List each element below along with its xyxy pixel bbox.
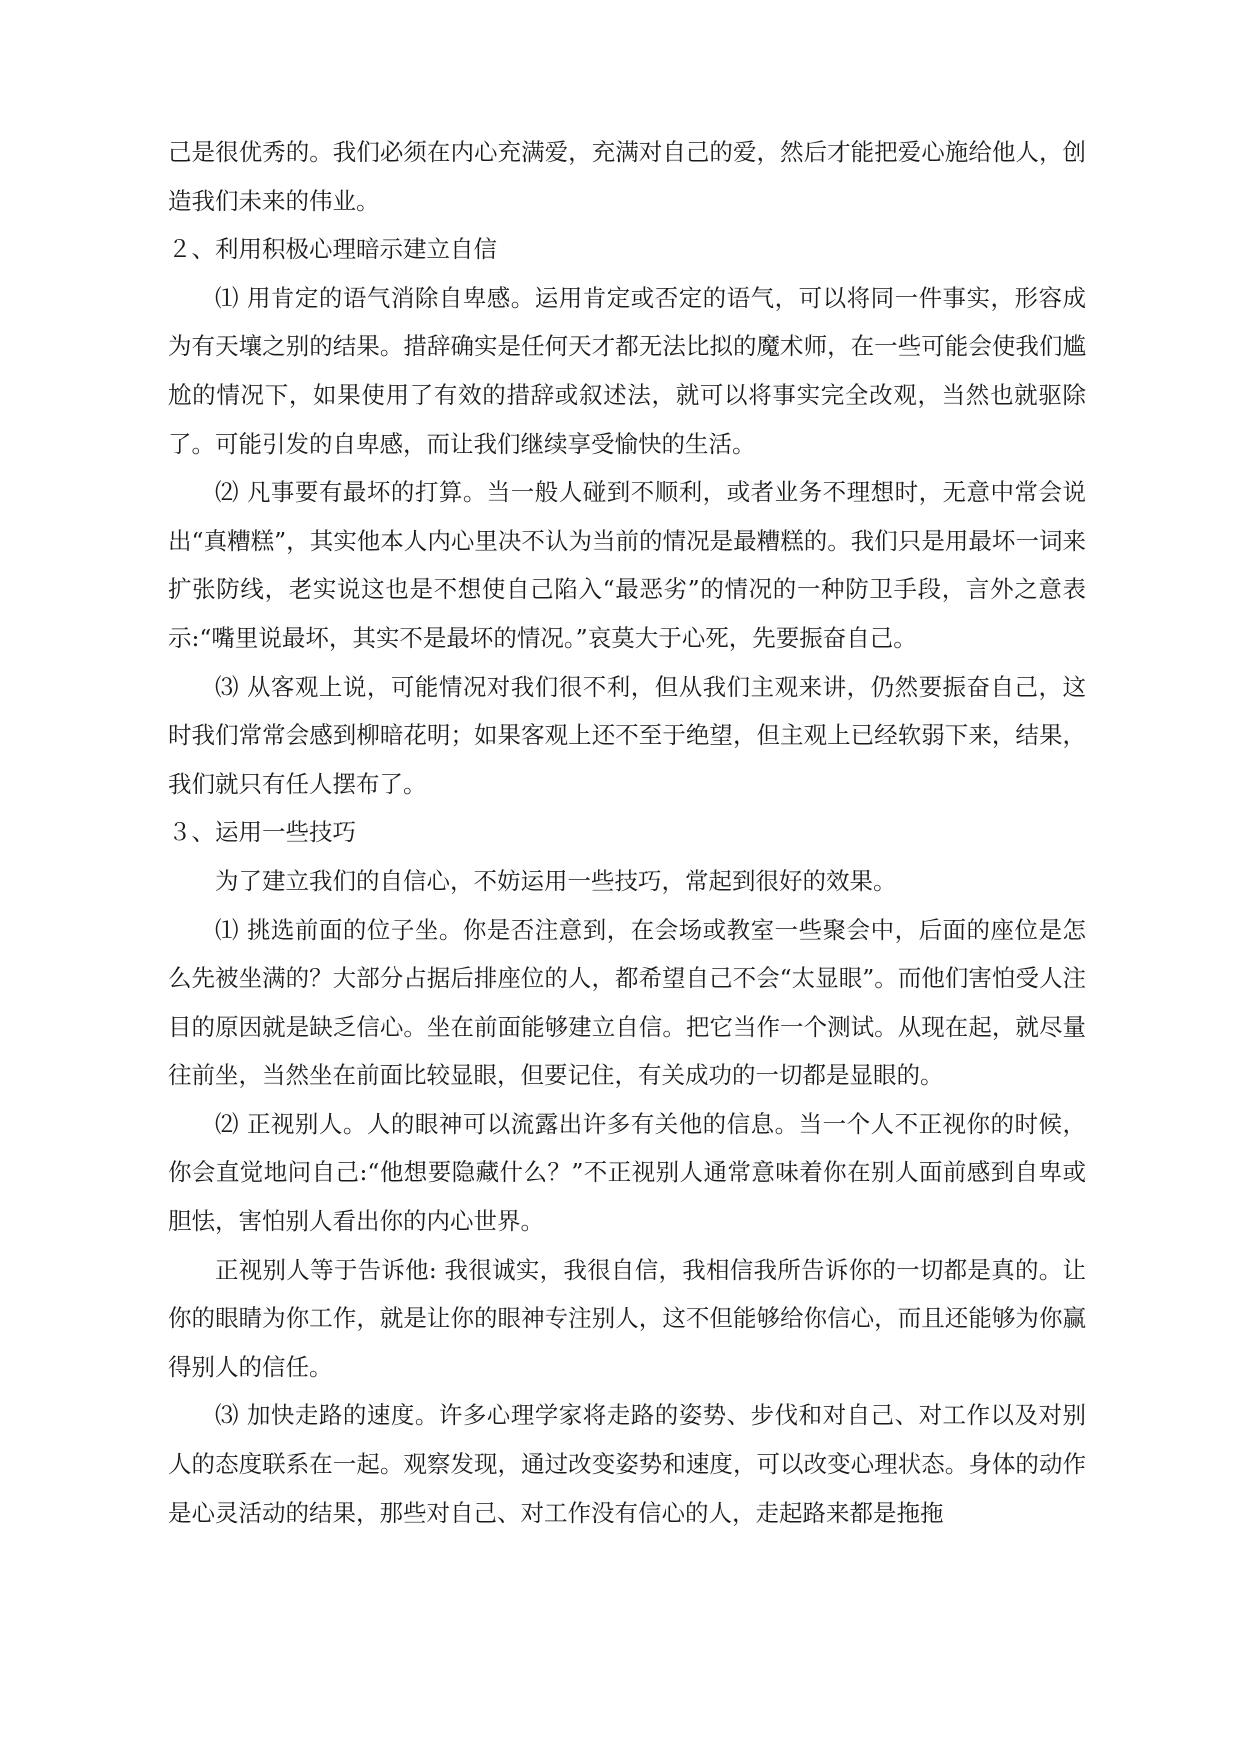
paragraph-2-2: ⑵ 凡事要有最坏的打算。当一般人碰到不顺利，或者业务不理想时，无意中常会说出“真糟糕”，其实他本人内心里决不认为当前的情况是最糟糕的。我们只是用最坏一词来扩张防线，老实说这也是不想使自己陷入“最恶劣”的情况的一种防卫手段，言外之意表示:“嘴里说最坏，其实不是最坏的情况。”哀莫大于心死，先要振奋自己。 [168, 478, 1086, 652]
paragraph-3-3: ⑶ 加快走路的速度。许多心理学家将走路的姿势、步伐和对自己、对工作以及对别人的态度联系在一起。观察发现，通过改变姿势和速度，可以改变心理状态。身体的动作是心灵活动的结果，那些对自己、对工作没有信心的人，走起路来都是拖拖 [168, 1401, 1086, 1527]
document-body [168, 128, 1086, 1537]
paragraph-2-1: ⑴ 用肯定的语气消除自卑感。运用肯定或否定的语气，可以将同一件事实，形容成为有天壤之别的结果。措辞确实是任何天才都无法比拟的魔术师，在一些可能会使我们尴尬的情况下，如果使用了有效的措辞或叙述法，就可以将事实完全改观，当然也就驱除了。可能引发的自卑感，而让我们继续享受愉快的生活。 [168, 283, 1086, 458]
paragraph-2-3: ⑶ 从客观上说，可能情况对我们很不利，但从我们主观来讲，仍然要振奋自己，这时我们常常会感到柳暗花明；如果客观上还不至于绝望，但主观上已经软弱下来，结果，我们就只有任人摆布了。 [168, 672, 1086, 798]
paragraph-3-intro: 为了建立我们的自信心，不妨运用一些技巧，常起到很好的效果。 [215, 866, 897, 895]
section-heading-3: ３、运用一些技巧 [168, 818, 356, 847]
paragraph-3-2-continued: 正视别人等于告诉他: 我很诚实，我很自信，我相信我所告诉你的一切都是真的。让你的眼睛为你工作，就是让你的眼神专注别人，这不但能够给你信心，而且还能够为你赢得别人的信任。 [168, 1255, 1086, 1381]
paragraph-3-2: ⑵ 正视别人。人的眼神可以流露出许多有关他的信息。当一个人不正视你的时候，你会直觉地问自己:“他想要隐藏什么？”不正视别人通常意味着你在别人面前感到自卑或胆怯，害怕别人看出你的内心世界。 [168, 1109, 1086, 1236]
section-heading-2: ２、利用积极心理暗示建立自信 [168, 235, 497, 264]
paragraph-continuation: 己是很优秀的。我们必须在内心充满爱，充满对自己的爱，然后才能把爱心施给他人，创造我们未来的伟业。 [168, 138, 1086, 215]
paragraph-3-1: ⑴ 挑选前面的位子坐。你是否注意到，在会场或教室一些聚会中，后面的座位是怎么先被坐满的？大部分占据后排座位的人，都希望自己不会“太显眼”。而他们害怕受人注目的原因就是缺乏信心。坐在前面能够建立自信。把它当作一个测试。从现在起，就尽量往前坐，当然坐在前面比较显眼，但要记住，有关成功的一切都是显眼的。 [168, 915, 1086, 1090]
